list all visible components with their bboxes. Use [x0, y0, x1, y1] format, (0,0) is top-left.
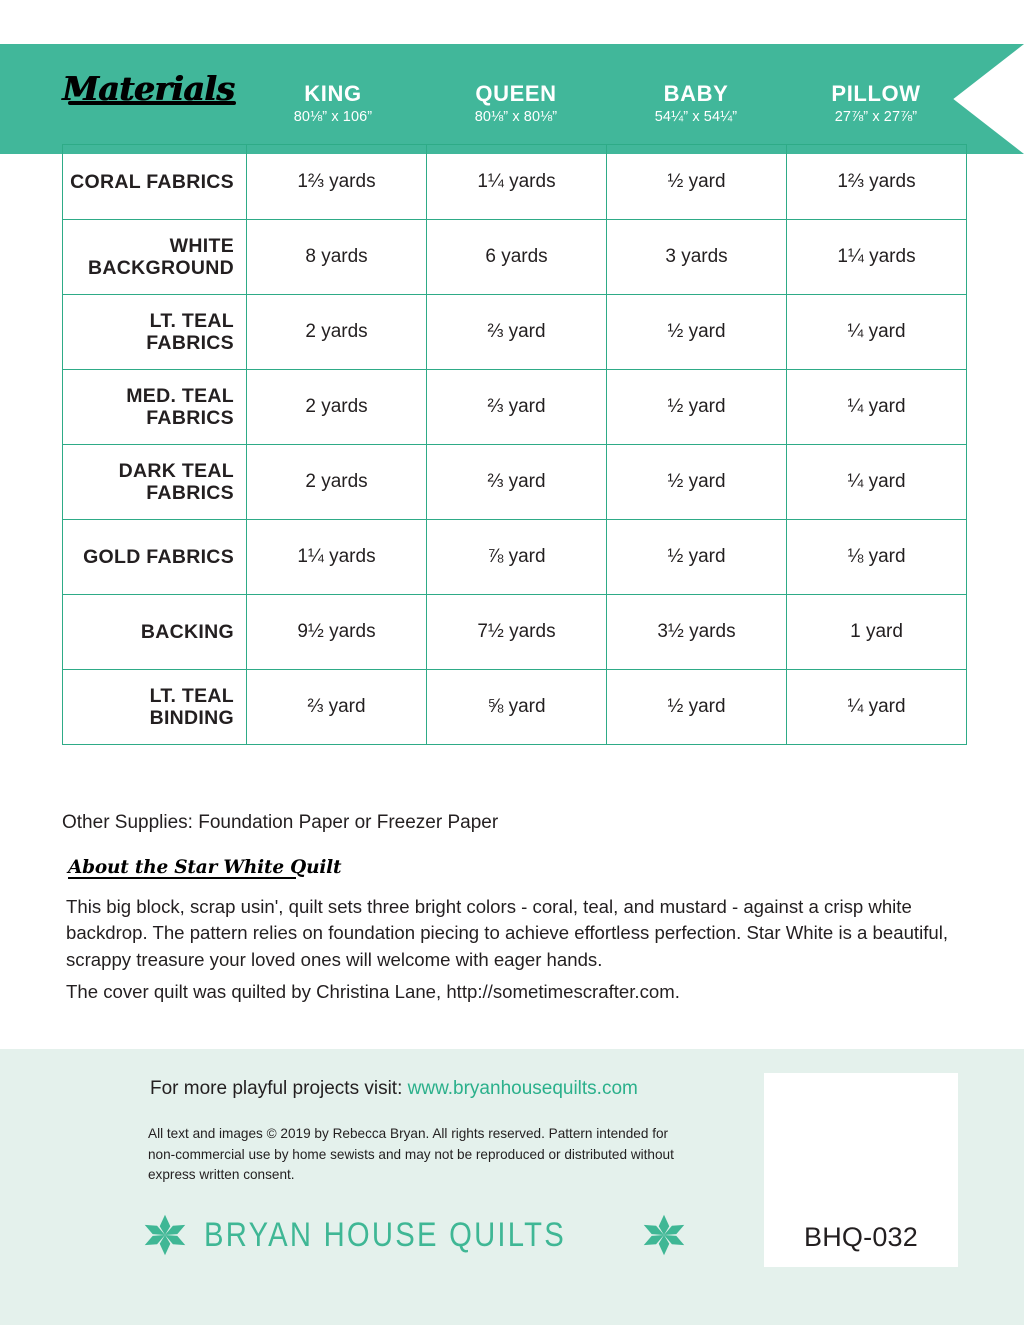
- row-label-coral-fabrics: CORAL FABRICS: [63, 145, 247, 220]
- six-point-star-icon-left: [143, 1213, 187, 1257]
- cell-lt-teal-baby: ½ yard: [607, 295, 787, 370]
- column-header-queen-name: QUEEN: [475, 81, 557, 106]
- cell-coral-queen: 1¼ yards: [427, 145, 607, 220]
- column-header-baby: [606, 82, 786, 125]
- cell-backing-baby: 3½ yards: [607, 595, 787, 670]
- row-label-lt-teal-fabrics: LT. TEAL FABRICS: [63, 295, 247, 370]
- other-supplies-text: Other Supplies: Foundation Paper or Freezer Paper: [62, 812, 499, 833]
- quilted-by-credit: The cover quilt was quilted by Christina Lane, http://sometimescrafter.com.: [66, 981, 680, 1002]
- cell-coral-king: 1⅔ yards: [247, 145, 427, 220]
- cell-gold-queen: ⅞ yard: [427, 520, 607, 595]
- cell-white-baby: 3 yards: [607, 220, 787, 295]
- row-label-lt-teal-binding: LT. TEAL BINDING: [63, 670, 247, 745]
- cell-binding-queen: ⅝ yard: [427, 670, 607, 745]
- cell-backing-queen: 7½ yards: [427, 595, 607, 670]
- page-title-text: Materials: [62, 69, 235, 108]
- row-label-white-background: WHITE BACKGROUND: [63, 220, 247, 295]
- table-row: [63, 145, 967, 220]
- cell-backing-king: 9½ yards: [247, 595, 427, 670]
- column-header-queen-dims: 80⅛” x 80⅛”: [474, 109, 558, 126]
- footer-visit-prefix: For more playful projects visit:: [150, 1078, 408, 1099]
- table-row: [63, 220, 967, 295]
- materials-table: [62, 144, 967, 745]
- cell-backing-pillow: 1 yard: [787, 595, 967, 670]
- row-label-dark-teal-fabrics: DARK TEAL FABRICS: [63, 445, 247, 520]
- cell-binding-baby: ½ yard: [607, 670, 787, 745]
- table-row: [63, 670, 967, 745]
- row-label-backing: BACKING: [63, 595, 247, 670]
- column-header-pillow-dims: 27⅞” x 27⅞”: [834, 109, 918, 126]
- footer-website-link[interactable]: www.bryanhousequilts.com: [407, 1078, 638, 1099]
- page-title: [62, 69, 262, 108]
- cell-dark-teal-baby: ½ yard: [607, 445, 787, 520]
- pattern-code-text: BHQ-032: [804, 1222, 918, 1252]
- cell-coral-baby: ½ yard: [607, 145, 787, 220]
- brand-logo: [143, 1213, 686, 1257]
- row-label-med-teal-fabrics: MED. TEAL FABRICS: [63, 370, 247, 445]
- cell-lt-teal-king: 2 yards: [247, 295, 427, 370]
- cell-binding-king: ⅔ yard: [247, 670, 427, 745]
- cell-dark-teal-queen: ⅔ yard: [427, 445, 607, 520]
- table-row: [63, 520, 967, 595]
- cell-white-pillow: 1¼ yards: [787, 220, 967, 295]
- materials-table-body: [63, 145, 967, 745]
- cell-gold-pillow: ⅛ yard: [787, 520, 967, 595]
- cell-white-queen: 6 yards: [427, 220, 607, 295]
- column-header-baby-name: BABY: [663, 81, 729, 106]
- column-header-pillow-name: PILLOW: [831, 81, 921, 106]
- column-header-king: [240, 82, 426, 125]
- pattern-code-box: [764, 1073, 958, 1267]
- cell-med-teal-king: 2 yards: [247, 370, 427, 445]
- cell-dark-teal-pillow: ¼ yard: [787, 445, 967, 520]
- footer-visit-line: [150, 1078, 638, 1100]
- cell-binding-pillow: ¼ yard: [787, 670, 967, 745]
- cell-coral-pillow: 1⅔ yards: [787, 145, 967, 220]
- column-header-baby-dims: 54¼” x 54¼”: [654, 109, 738, 126]
- cell-med-teal-pillow: ¼ yard: [787, 370, 967, 445]
- about-section-paragraph: This big block, scrap usin', quilt sets three bright colors - coral, teal, and mustard - against a crisp white backdrop. The pattern relies on foundation piecing to achieve effortless perfection. Star White is a beautiful, scrappy treasure your loved ones will welcome with eager hands.: [66, 896, 949, 970]
- cell-med-teal-queen: ⅔ yard: [427, 370, 607, 445]
- about-section-heading-text: About the Star White Quilt: [68, 857, 342, 878]
- cell-gold-king: 1¼ yards: [247, 520, 427, 595]
- column-header-king-name: KING: [304, 81, 362, 106]
- cell-gold-baby: ½ yard: [607, 520, 787, 595]
- column-header-pillow: [786, 82, 966, 125]
- column-header-king-dims: 80⅛” x 106”: [293, 109, 373, 126]
- brand-name-text: BRYAN HOUSE QUILTS: [204, 1215, 566, 1254]
- cell-lt-teal-pillow: ¼ yard: [787, 295, 967, 370]
- cell-med-teal-baby: ½ yard: [607, 370, 787, 445]
- cell-dark-teal-king: 2 yards: [247, 445, 427, 520]
- table-row: [63, 445, 967, 520]
- table-row: [63, 295, 967, 370]
- table-row: [63, 595, 967, 670]
- table-row: [63, 370, 967, 445]
- about-section-heading: [68, 857, 341, 879]
- column-header-queen: [426, 82, 606, 125]
- six-point-star-icon-right: [642, 1213, 686, 1257]
- row-label-gold-fabrics: GOLD FABRICS: [63, 520, 247, 595]
- footer-copyright-text: All text and images © 2019 by Rebecca Bryan. All rights reserved. Pattern intended for non-commercial use by home sewists and may not be reproduced or distributed without express written consent.: [148, 1126, 674, 1183]
- header-banner-content: [0, 44, 1024, 154]
- cell-lt-teal-queen: ⅔ yard: [427, 295, 607, 370]
- cell-white-king: 8 yards: [247, 220, 427, 295]
